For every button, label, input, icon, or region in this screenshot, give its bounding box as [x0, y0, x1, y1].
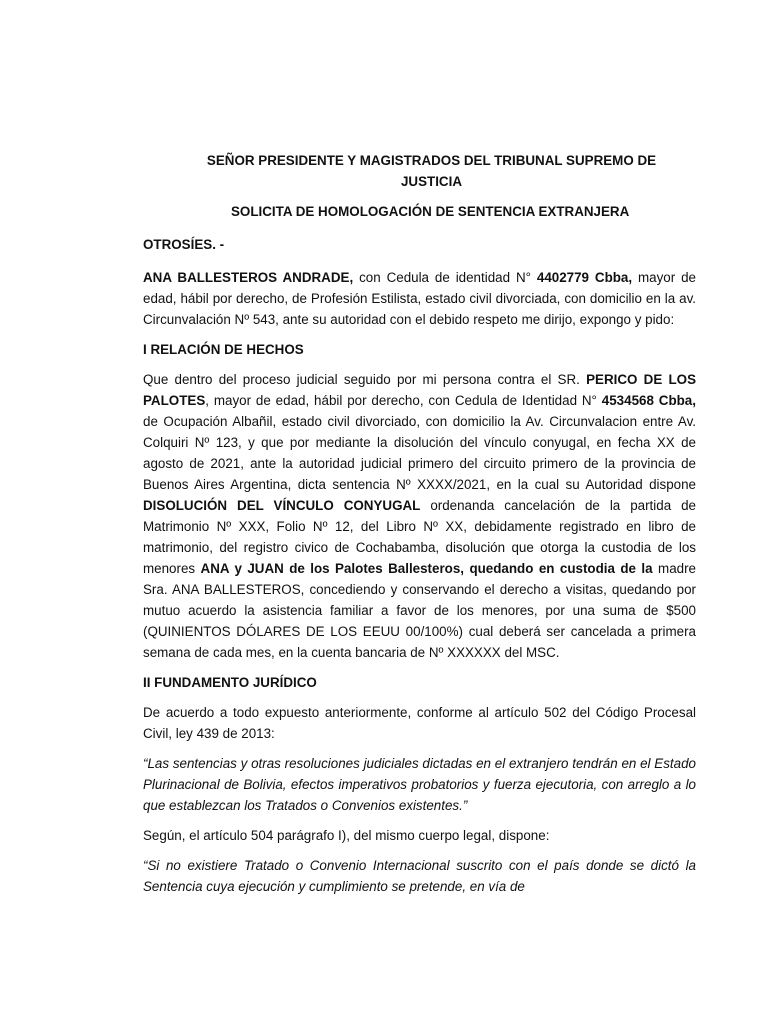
facts-text-5: madre Sra. ANA BALLESTEROS, concediendo y conservando el derecho a visitas, quedando por mutuo acuerdo la asistencia familiar a favor de los menores, por una suma de $500 (QUINIENTOS DÓLARES DE LOS EEUU 00/100%) cual deberá ser cancelada a primera semana de cada mes, en la cuenta bancaria de Nº XXXXXX del MSC.: [143, 561, 696, 660]
facts-text-1: Que dentro del proceso judicial seguido por mi persona contra el SR.: [143, 372, 587, 387]
petitioner-id: 4402779 Cbba,: [536, 270, 633, 285]
article-504-quote: “Si no existiere Tratado o Convenio Internacional suscrito con el país donde se dictó la Sentencia cuya ejecución y cumplimiento se pretende, en vía de: [143, 858, 696, 894]
dissolution-label: DISOLUCIÓN DEL VÍNCULO CONYUGAL: [143, 498, 421, 513]
intro-text-1: con Cedula de identidad N°: [353, 270, 537, 285]
article-504-paragraph: Según, el artículo 504 parágrafo I), del mismo cuerpo legal, dispone:: [143, 828, 550, 843]
petitioner-name: ANA BALLESTEROS ANDRADE,: [143, 270, 354, 285]
intro-text-2: mayor de edad, hábil por derecho, de Profesión Estilista, estado civil divorciada, con domicilio en la av. Circunvalación Nº 543, ante su autoridad con el debido respeto me dirijo, expongo y pido:: [143, 270, 697, 327]
section-2-heading: II FUNDAMENTO JURÍDICO: [143, 675, 317, 690]
facts-text-4: ordenanda cancelación de la partida de Matrimonio Nº XXX, Folio Nº 12, del Libro Nº XX, debidamente registrado en libro de matrimonio, del registro civico de Cochabamba, disolución que otorga la custodia de los menores: [143, 498, 696, 576]
article-502-quote: “Las sentencias y otras resoluciones judiciales dictadas en el extranjero tendrán en el Estado Plurinacional de Bolivia, efectos imperativos probatorios y fuerza ejecutoria, con arreglo a lo que establezcan los Tratados o Convenios existentes.”: [143, 756, 696, 813]
title-line-2: JUSTICIA: [400, 174, 462, 189]
facts-paragraph: [143, 369, 696, 663]
facts-text-3: de Ocupación Albañil, estado civil divorciado, con domicilio la Av. Circunvalacion entre Av. Colquiri Nº 123, y que por mediante la disolución del vínculo conyugal, en fecha XX de agosto de 2021, ante la autoridad judicial primero del circuito primero de la provincia de Buenos Aires Argentina, dicta sentencia Nº XXXX/2021, en la cual su Autoridad dispone: [143, 414, 696, 492]
document-subtitle: SOLICITA DE HOMOLOGACIÓN DE SENTENCIA EXTRANJERA: [231, 204, 630, 219]
custody-children: ANA y JUAN de los Palotes Ballesteros, quedando en custodia de la: [200, 561, 653, 576]
title-line-1: SEÑOR PRESIDENTE Y MAGISTRADOS DEL TRIBUNAL SUPREMO DE: [206, 153, 657, 168]
otrosies-label: OTROSÍES. -: [143, 237, 225, 252]
defendant-name: PERICO DE LOS PALOTES: [143, 372, 696, 408]
legal-intro-paragraph: De acuerdo a todo expuesto anteriormente, conforme al artículo 502 del Código Procesal Civil, ley 439 de 2013:: [143, 705, 696, 741]
document-title: [143, 150, 720, 192]
defendant-id: 4534568 Cbba,: [601, 393, 696, 408]
facts-text-2: , mayor de edad, hábil por derecho, con Cedula de Identidad N°: [205, 393, 602, 408]
section-1-heading: I RELACIÓN DE HECHOS: [143, 342, 304, 357]
intro-paragraph: [143, 267, 696, 330]
